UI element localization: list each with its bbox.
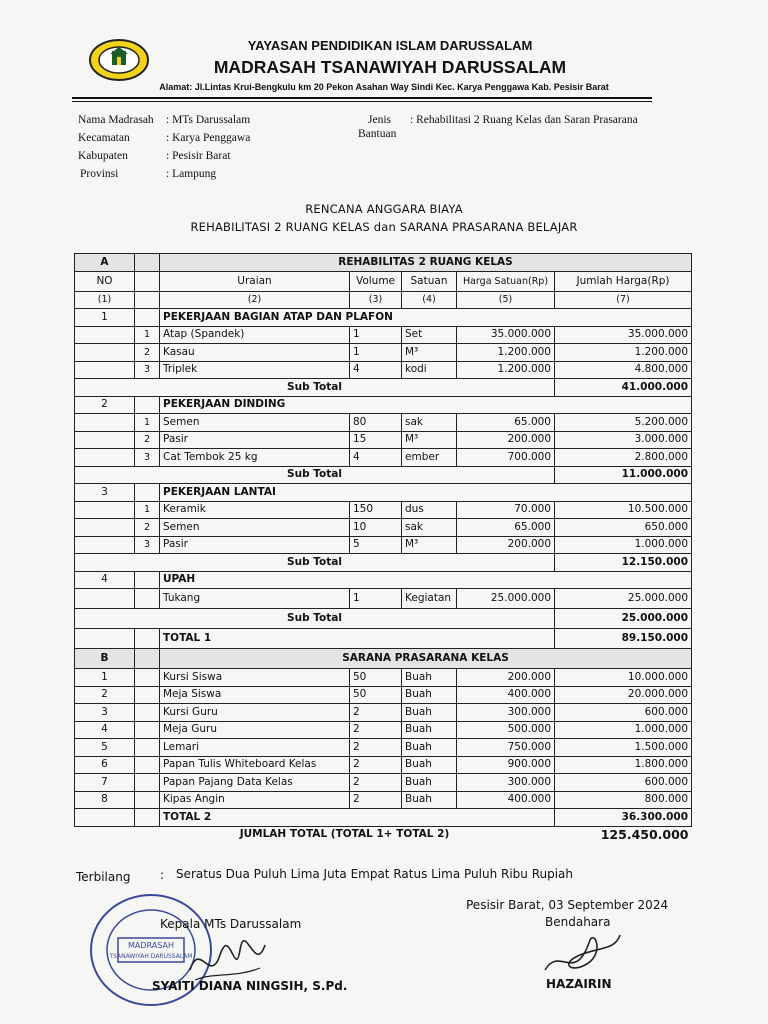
school-name: MADRASAH TSANAWIYAH DARUSSALAM [213,57,567,77]
item-unit: kodi [402,361,457,379]
item-name: Semen [160,414,350,432]
item-no: 3 [135,536,160,554]
item-price: 1.200.000 [457,344,555,362]
item-unit: M³ [402,431,457,449]
item-volume: 1 [350,326,402,344]
item-price: 300.000 [457,774,555,792]
header-jumlah: Jumlah Harga(Rp) [555,271,692,291]
item-price: 200.000 [457,669,555,687]
item-unit: Buah [402,774,457,792]
item-no: 1 [135,326,160,344]
item-volume: 50 [350,669,402,687]
letterhead-rule [72,97,652,99]
group-title: PEKERJAAN BAGIAN ATAP DAN PLAFON [160,309,692,327]
header-uraian: Uraian [160,271,350,291]
item-price: 65.000 [457,519,555,537]
foundation-name: YAYASAN PENDIDIKAN ISLAM DARUSSALAM [247,38,533,53]
item-name: Meja Guru [160,721,350,739]
header-harga: Harga Satuan(Rp) [457,271,555,291]
table-row [75,519,692,537]
table-row [75,686,692,704]
item-no: 3 [75,704,135,722]
jenis-value: : Rehabilitasi 2 Ruang Kelas dan Saran Prasarana [410,114,638,126]
subtotal-value: 12.150.000 [555,554,692,572]
item-no: 3 [135,361,160,379]
kecamatan-value: : Karya Penggawa [166,132,251,144]
item-no: 2 [135,344,160,362]
section-a-title: REHABILITAS 2 RUANG KELAS [160,254,692,272]
title-line-2: REHABILITASI 2 RUANG KELAS dan SARANA PRASARANA BELAJAR [190,220,578,234]
item-total: 600.000 [555,774,692,792]
item-total: 600.000 [555,704,692,722]
place-date: Pesisir Barat, 03 September 2024 [466,898,669,912]
item-price: 1.200.000 [457,361,555,379]
item-total: 35.000.000 [555,326,692,344]
total-2-value: 36.300.000 [555,809,692,827]
item-no: 2 [135,519,160,537]
left-signer-name: SYAITI DIANA NINGSIH, S.Pd. [152,979,348,993]
item-name: Pasir [160,536,350,554]
table-row [75,501,692,519]
header-satuan: Satuan [402,271,457,291]
item-volume: 1 [350,344,402,362]
group-no: 3 [75,484,135,502]
table-row [75,756,692,774]
table-row [75,414,692,432]
subtotal-label: Sub Total [75,466,555,484]
item-price: 300.000 [457,704,555,722]
kabupaten-label: Kabupaten [78,150,128,162]
subtotal-label: Sub Total [75,609,555,629]
item-unit: Buah [402,756,457,774]
item-unit: Buah [402,704,457,722]
item-volume: 2 [350,739,402,757]
col-number: (4) [402,291,457,309]
table-row [75,589,692,609]
subtotal-value: 11.000.000 [555,466,692,484]
item-total: 1.000.000 [555,721,692,739]
group-no: 4 [75,571,135,589]
signature-right [535,925,625,985]
item-no: 2 [135,431,160,449]
item-volume: 15 [350,431,402,449]
jenis-label: Jenis [368,114,391,126]
item-price: 25.000.000 [457,589,555,609]
item-no: 7 [75,774,135,792]
item-volume: 2 [350,704,402,722]
item-total: 800.000 [555,791,692,809]
item-price: 65.000 [457,414,555,432]
item-price: 35.000.000 [457,326,555,344]
right-signer-title: Bendahara [545,915,611,929]
item-no: 6 [75,756,135,774]
col-number: (3) [350,291,402,309]
table-row [75,721,692,739]
terbilang-colon: : [160,868,165,882]
item-unit: sak [402,519,457,537]
item-name: Kursi Guru [160,704,350,722]
table-row [75,774,692,792]
item-price: 700.000 [457,449,555,467]
subtotal-label: Sub Total [75,554,555,572]
item-name: Cat Tembok 25 kg [160,449,350,467]
group-no: 1 [75,309,135,327]
budget-table [74,253,692,843]
item-volume: 5 [350,536,402,554]
item-unit: Buah [402,739,457,757]
bantuan-label: Bantuan [358,128,397,140]
section-a-code: A [75,254,135,272]
item-price: 70.000 [457,501,555,519]
item-total: 650.000 [555,519,692,537]
table-row [75,344,692,362]
header-no: NO [75,271,135,291]
item-price: 750.000 [457,739,555,757]
group-header-row [75,484,692,502]
table-row [75,669,692,687]
subtotal-value: 25.000.000 [555,609,692,629]
grand-total-value: 125.450.000 [555,826,692,843]
table-body [75,254,692,844]
item-no [135,589,160,609]
col-number: (5) [457,291,555,309]
provinsi-label: Provinsi [80,168,119,180]
item-unit: Buah [402,721,457,739]
item-volume: 2 [350,774,402,792]
subtotal-row [75,379,692,397]
item-total: 1.500.000 [555,739,692,757]
item-name: Triplek [160,361,350,379]
item-total: 10.000.000 [555,669,692,687]
item-total: 1.800.000 [555,756,692,774]
provinsi-value: : Lampung [166,168,217,180]
item-volume: 1 [350,589,402,609]
item-unit: M³ [402,536,457,554]
item-total: 25.000.000 [555,589,692,609]
item-no: 1 [75,669,135,687]
item-total: 3.000.000 [555,431,692,449]
item-no: 1 [135,501,160,519]
nama-label: Nama Madrasah [78,114,154,126]
group-title: UPAH [160,571,692,589]
item-unit: Kegiatan [402,589,457,609]
letterhead-rule-thin [72,101,652,102]
total-2-label: TOTAL 2 [160,809,555,827]
item-name: Kasau [160,344,350,362]
item-volume: 80 [350,414,402,432]
item-unit: sak [402,414,457,432]
nama-value: : MTs Darussalam [166,114,251,126]
total-1-row [75,629,692,649]
group-header-row [75,309,692,327]
item-no: 5 [75,739,135,757]
column-number-row [75,291,692,309]
table-row [75,704,692,722]
table-row [75,361,692,379]
item-no: 2 [75,686,135,704]
item-name: Lemari [160,739,350,757]
item-total: 10.500.000 [555,501,692,519]
total-2-row [75,809,692,827]
kabupaten-value: : Pesisir Barat [166,150,231,162]
table-row [75,536,692,554]
svg-text:MADRASAH: MADRASAH [128,941,174,950]
item-price: 200.000 [457,431,555,449]
kecamatan-label: Kecamatan [78,132,130,144]
item-total: 20.000.000 [555,686,692,704]
item-unit: Buah [402,669,457,687]
right-signer-name: HAZAIRIN [546,977,612,991]
item-name: Pasir [160,431,350,449]
total-1-value: 89.150.000 [555,629,692,649]
item-volume: 10 [350,519,402,537]
terbilang-text: Seratus Dua Puluh Lima Juta Empat Ratus Lima Puluh Ribu Rupiah [176,867,574,881]
item-price: 400.000 [457,791,555,809]
section-b-header-row [75,649,692,669]
group-no: 2 [75,396,135,414]
group-title: PEKERJAAN LANTAI [160,484,692,502]
item-unit: Buah [402,686,457,704]
item-name: Meja Siswa [160,686,350,704]
col-number: (7) [555,291,692,309]
left-signer-title: Kepala MTs Darussalam [160,917,302,931]
item-price: 400.000 [457,686,555,704]
item-no: 3 [135,449,160,467]
header-volume: Volume [350,271,402,291]
col-number: (1) [75,291,135,309]
item-name: Kursi Siswa [160,669,350,687]
item-price: 500.000 [457,721,555,739]
subtotal-label: Sub Total [75,379,555,397]
item-unit: M³ [402,344,457,362]
item-unit: Set [402,326,457,344]
table-row [75,431,692,449]
item-price: 900.000 [457,756,555,774]
item-volume: 2 [350,721,402,739]
item-price: 200.000 [457,536,555,554]
item-name: Atap (Spandek) [160,326,350,344]
table-row [75,739,692,757]
table-row [75,326,692,344]
group-header-row [75,396,692,414]
item-total: 5.200.000 [555,414,692,432]
item-volume: 2 [350,756,402,774]
subtotal-row [75,554,692,572]
item-name: Papan Tulis Whiteboard Kelas [160,756,350,774]
item-volume: 2 [350,791,402,809]
group-header-row [75,571,692,589]
svg-text:TSANAWIYAH DARUSSALAM: TSANAWIYAH DARUSSALAM [109,953,193,960]
table-row [75,791,692,809]
item-volume: 150 [350,501,402,519]
item-name: Kipas Angin [160,791,350,809]
group-title: PEKERJAAN DINDING [160,396,692,414]
school-address: Alamat: Jl.Lintas Krui-Bengkulu km 20 Pekon Asahan Way Sindi Kec. Karya Penggawa Kab. Pesisir Barat [159,82,609,92]
column-header-row [75,271,692,291]
item-total: 4.800.000 [555,361,692,379]
terbilang-label: Terbilang [76,870,131,884]
table-row [75,449,692,467]
item-no: 4 [75,721,135,739]
item-unit: ember [402,449,457,467]
item-volume: 4 [350,361,402,379]
item-name: Tukang [160,589,350,609]
grand-total-label: JUMLAH TOTAL (TOTAL 1+ TOTAL 2) [135,826,555,843]
item-volume: 4 [350,449,402,467]
title-line-1: RENCANA ANGGARA BIAYA [305,202,463,216]
col-number: (2) [160,291,350,309]
item-total: 1.000.000 [555,536,692,554]
section-b-code: B [75,649,135,669]
item-volume: 50 [350,686,402,704]
item-no: 1 [135,414,160,432]
item-unit: dus [402,501,457,519]
subtotal-row [75,466,692,484]
item-name: Semen [160,519,350,537]
section-a-header-row [75,254,692,272]
item-total: 1.200.000 [555,344,692,362]
section-b-title: SARANA PRASARANA KELAS [160,649,692,669]
item-name: Papan Pajang Data Kelas [160,774,350,792]
item-unit: Buah [402,791,457,809]
item-total: 2.800.000 [555,449,692,467]
subtotal-value: 41.000.000 [555,379,692,397]
total-1-label: TOTAL 1 [160,629,555,649]
subtotal-row [75,609,692,629]
item-no: 8 [75,791,135,809]
grand-total-row [75,826,692,843]
school-logo [88,38,150,82]
item-name: Keramik [160,501,350,519]
